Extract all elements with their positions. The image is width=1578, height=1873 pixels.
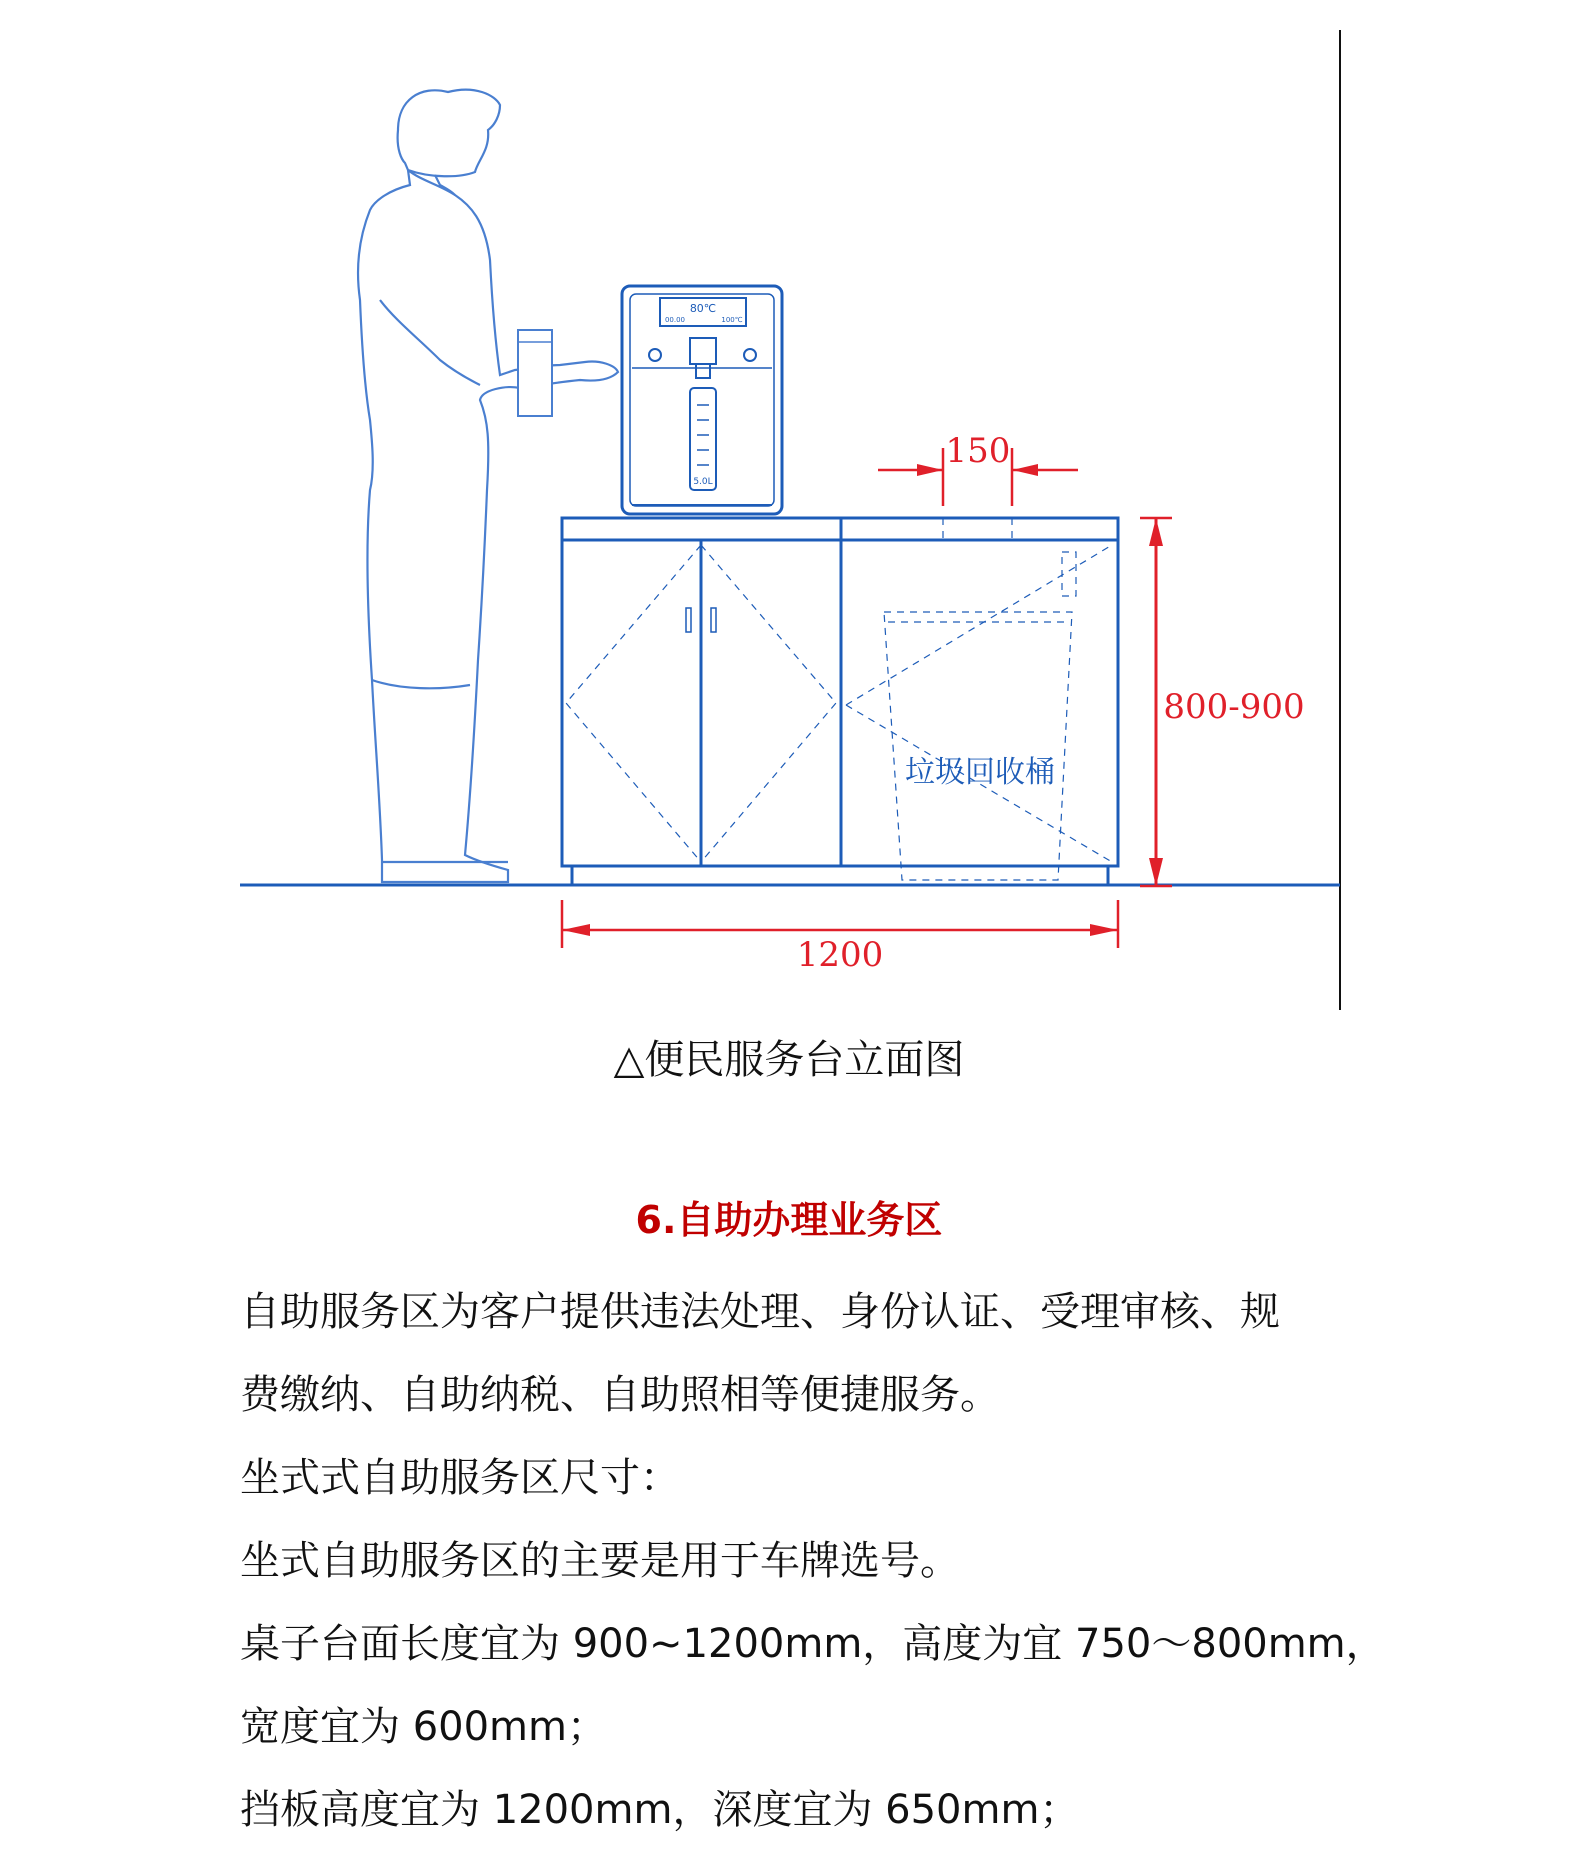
paragraph-line: 坐式式自助服务区尺寸：	[240, 1455, 680, 1501]
paragraph-line: 宽度宜为 600mm；	[240, 1704, 607, 1750]
service-counter	[562, 518, 1118, 885]
dim-width-label: 1200	[796, 935, 884, 975]
person-figure	[358, 90, 618, 882]
bin-label: 垃圾回收桶	[905, 755, 1055, 790]
paragraph-line: 费缴纳、自助纳税、自助照相等便捷服务。	[240, 1372, 1000, 1418]
cup	[518, 330, 552, 416]
paragraph-line: 自助服务区为客户提供违法处理、身份认证、受理审核、规	[240, 1289, 1280, 1335]
figure-caption: △便民服务台立面图	[613, 1037, 965, 1083]
dim-height-label: 800-900	[1163, 687, 1305, 727]
paragraph-line: 挡板高度宜为 1200mm，深度宜为 650mm；	[240, 1787, 1080, 1833]
dispenser-gauge-left: 00.00	[664, 316, 686, 324]
section-title: 6.自助办理业务区	[635, 1198, 943, 1242]
dim-gap-label: 150	[945, 431, 1011, 471]
dispenser-display: 80℃	[689, 302, 717, 315]
dimension-height	[1140, 518, 1305, 886]
dimension-width	[562, 900, 1118, 975]
tank-label: 5.0L	[693, 477, 713, 487]
dimension-150	[878, 431, 1078, 506]
paragraph-line: 桌子台面长度宜为 900~1200mm，高度为宜 750～800mm，	[240, 1621, 1386, 1667]
dispenser-gauge-right: 100℃	[721, 316, 743, 324]
paragraph-line: 坐式自助服务区的主要是用于车牌选号。	[240, 1538, 960, 1584]
water-dispenser	[622, 286, 782, 514]
